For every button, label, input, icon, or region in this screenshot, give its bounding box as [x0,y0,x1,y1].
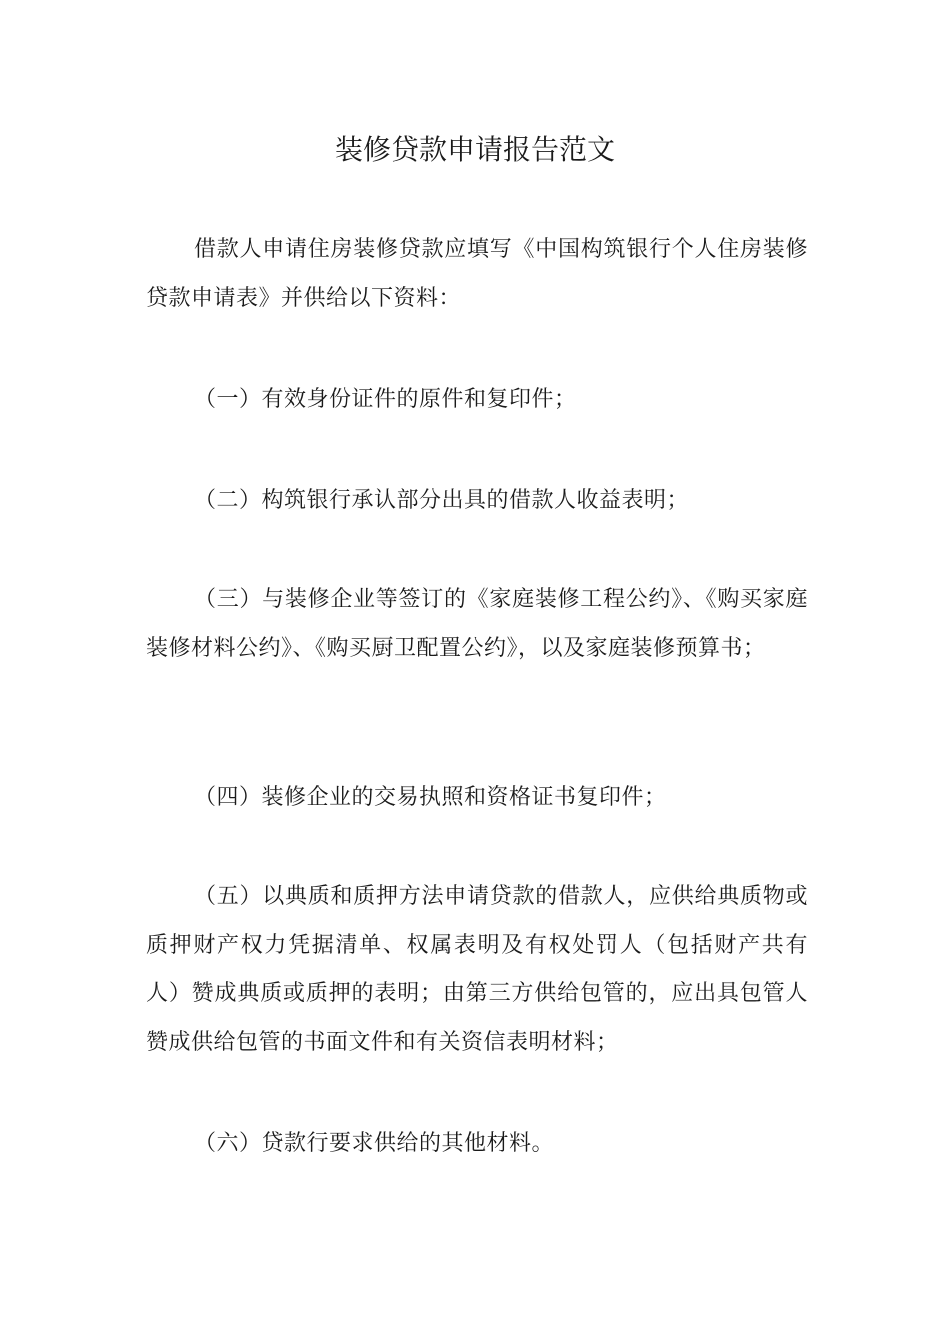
list-item: （二）构筑银行承认部分出具的借款人收益表明； [194,488,690,513]
list-item: （一）有效身份证件的原件和复印件； [194,387,577,412]
list-item: （六）贷款行要求供给的其他材料。 [194,1131,555,1156]
intro-paragraph: 借款人申请住房装修贷款应填写《中国构筑银行个人住房装修贷款申请表》并供给以下资料： [146,237,808,311]
list-item: （四）装修企业的交易执照和资格证书复印件； [194,785,667,810]
list-item: （五）以典质和质押方法申请贷款的借款人，应供给典质物或质押财产权力凭据清单、权属表明及有权处罚人（包括财产共有人）赞成典质或质押的表明；由第三方供给包管的，应出具包管人赞成供给包管的书面文件和有关资信表明材料； [146,884,808,1055]
list-item: （三）与装修企业等签订的《家庭装修工程公约》、《购买家庭装修材料公约》、《购买厨卫配置公约》，以及家庭装修预算书； [146,587,808,661]
document-title: 装修贷款申请报告范文 [334,133,615,166]
